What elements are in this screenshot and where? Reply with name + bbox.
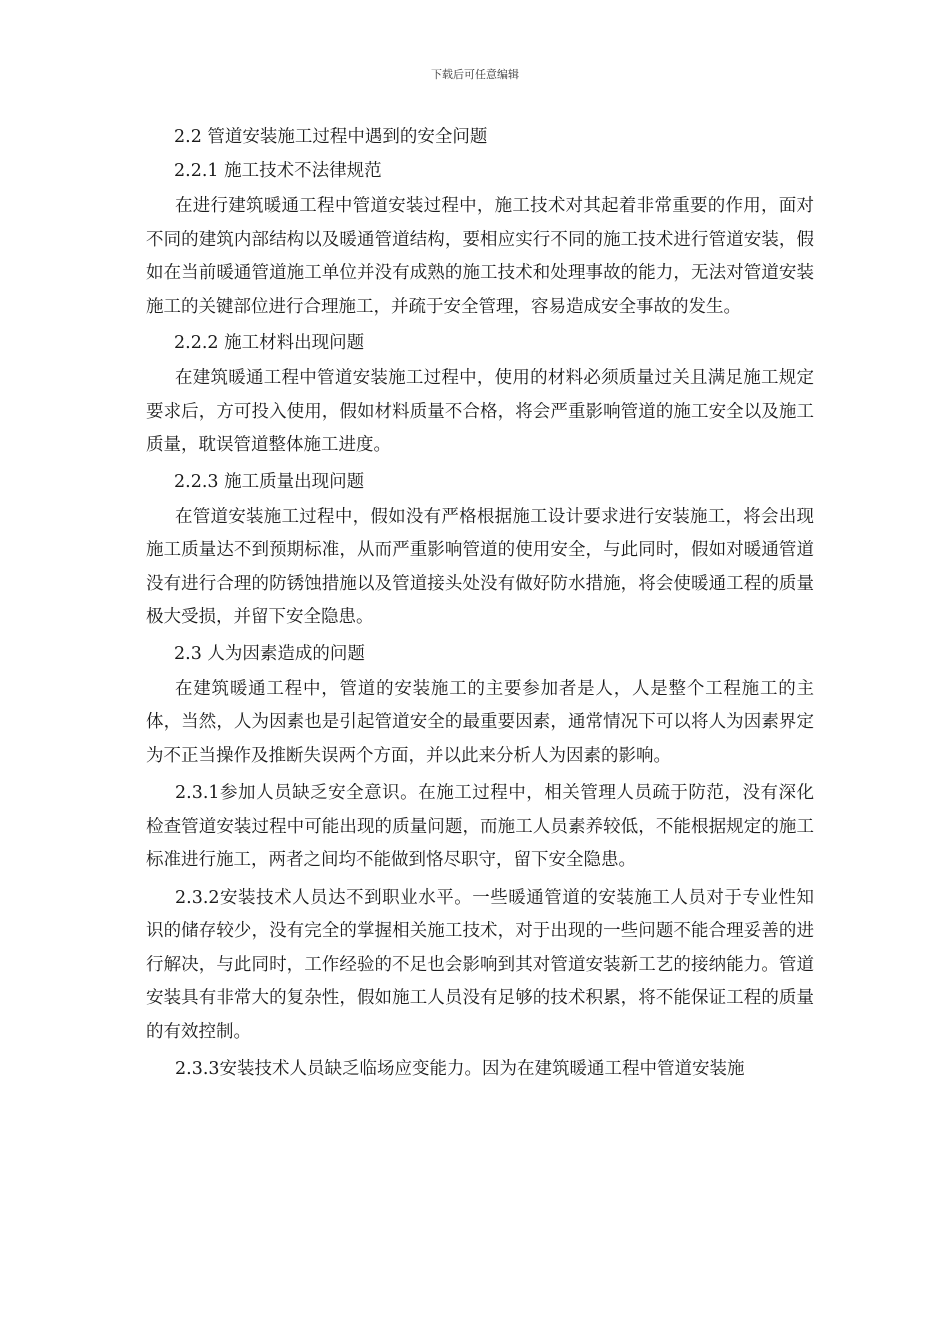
section-heading-2-2-3: 2.2.3 施工质量出现问题 (174, 471, 365, 492)
page-header: 下载后可任意编辑 (431, 68, 519, 81)
section-heading-2-3: 2.3 人为因素造成的问题 (174, 643, 365, 664)
section-heading-2-2: 2.2 管道安装施工过程中遇到的安全问题 (174, 127, 488, 147)
document-body (146, 122, 814, 1091)
paragraph-2-3-1: 2.3.1参加人员缺乏安全意识。在施工过程中，相关管理人员疏于防范，没有深化检查管道安装过程中可能出现的质量问题，而施工人员素养较低，不能根据规定的施工标准进行施工，两者之间均不能做到恪尽职守，留下安全隐患。 (146, 783, 814, 870)
section-heading-2-2-2: 2.2.2 施工材料出现问题 (174, 333, 365, 353)
paragraph-2-2-1: 在进行建筑暖通工程中管道安装过程中，施工技术对其起着非常重要的作用，面对不同的建筑内部结构以及暖通管道结构，要相应实行不同的施工技术进行管道安装，假如在当前暖通管道施工单位并没有成熟的施工技术和处理事故的能力，无法对管道安装施工的关键部位进行合理施工，并疏于安全管理，容易造成安全事故的发生。 (146, 196, 814, 317)
paragraph-2-3: 在建筑暖通工程中，管道的安装施工的主要参加者是人，人是整个工程施工的主体，当然，人为因素也是引起管道安全的最重要因素，通常情况下可以将人为因素界定为不正当操作及推断失误两个方面，并以此来分析人为因素的影响。 (146, 678, 814, 766)
paragraph-2-2-3: 在管道安装施工过程中，假如没有严格根据施工设计要求进行安装施工，将会出现施工质量达不到预期标准，从而严重影响管道的使用安全，与此同时，假如对暖通管道没有进行合理的防锈蚀措施以及管道接头处没有做好防水措施，将会使暖通工程的质量极大受损，并留下安全隐患。 (146, 506, 814, 627)
section-heading-2-2-1: 2.2.1 施工技术不法律规范 (174, 161, 382, 181)
paragraph-2-2-2: 在建筑暖通工程中管道安装施工过程中，使用的材料必须质量过关且满足施工规定要求后，方可投入使用，假如材料质量不合格，将会严重影响管道的施工安全以及施工质量，耽误管道整体施工进度。 (146, 368, 814, 455)
paragraph-2-3-3: 2.3.3安装技术人员缺乏临场应变能力。因为在建筑暖通工程中管道安装施 (175, 1059, 745, 1079)
paragraph-2-3-2: 2.3.2安装技术人员达不到职业水平。一些暖通管道的安装施工人员对于专业性知识的储存较少，没有完全的掌握相关施工技术，对于出现的一些问题不能合理妥善的进行解决，与此同时，工作经验的不足也会影响到其对管道安装新工艺的接纳能力。管道安装具有非常大的复杂性，假如施工人员没有足够的技术积累，将不能保证工程的质量的有效控制。 (146, 887, 814, 1042)
